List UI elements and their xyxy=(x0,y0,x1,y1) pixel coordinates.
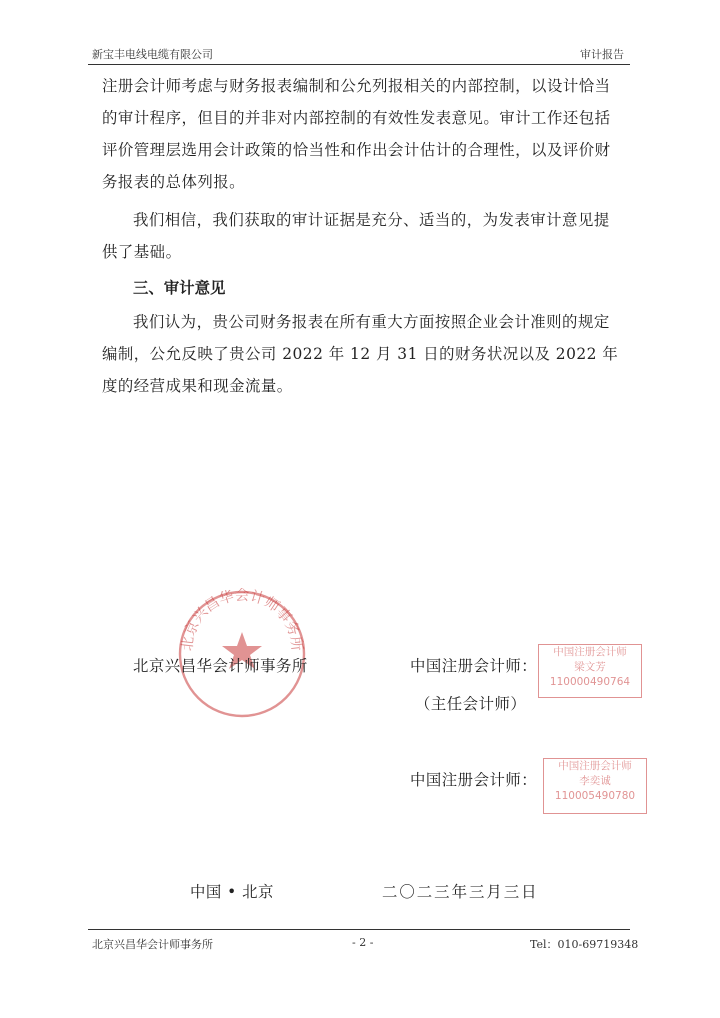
footer-telephone: Tel：010-69719348 xyxy=(530,938,639,951)
cpa2-seal-title: 中国注册会计师 xyxy=(558,760,632,772)
cpa1-role: （主任会计师） xyxy=(415,695,527,713)
footer-page-number: - 2 - xyxy=(352,936,374,949)
signing-date: 二〇二三年三月三日 xyxy=(382,883,539,901)
cpa2-seal-stamp xyxy=(543,758,647,814)
cpa1-seal-title: 中国注册会计师 xyxy=(553,646,627,658)
firm-name: 北京兴昌华会计师事务所 xyxy=(133,657,308,675)
cpa1-label: 中国注册会计师： xyxy=(410,657,538,675)
firm-seal-text: 北京兴昌华会计师事务所 xyxy=(179,588,305,652)
footer-divider xyxy=(88,929,630,930)
cpa1-seal-stamp xyxy=(538,644,642,698)
paragraph-audit-opinion: 我们认为，贵公司财务报表在所有重大方面按照企业会计准则的规定编制，公允反映了贵公司 2022 年 12 月 31 日的财务状况以及 2022 年度的经营成果和现金流量。 xyxy=(102,313,619,395)
footer-firm: 北京兴昌华会计师事务所 xyxy=(92,938,213,951)
cpa1-seal-name: 梁文芳 xyxy=(574,661,606,673)
paragraph-internal-control: 注册会计师考虑与财务报表编制和公允列报相关的内部控制，以设计恰当的审计程序，但目的并非对内部控制的有效性发表意见。审计工作还包括评价管理层选用会计政策的恰当性和作出会计估计的合理性，以及评价财务报表的总体列报。 xyxy=(102,77,611,191)
cpa2-label: 中国注册会计师： xyxy=(410,771,538,789)
paragraph-evidence: 我们相信，我们获取的审计证据是充分、适当的，为发表审计意见提供了基础。 xyxy=(102,211,610,261)
header-divider xyxy=(88,64,630,65)
header-doc-type: 审计报告 xyxy=(580,48,624,61)
signing-location: 中国 • 北京 xyxy=(190,883,274,901)
cpa2-seal-name: 李奕诚 xyxy=(579,775,611,787)
page-header xyxy=(88,44,632,64)
cpa1-seal-number: 110000490764 xyxy=(549,676,631,688)
header-company: 新宝丰电线电缆有限公司 xyxy=(92,48,213,61)
cpa2-seal-number: 110005490780 xyxy=(554,790,636,802)
section-heading-audit-opinion: 三、审计意见 xyxy=(133,279,226,297)
